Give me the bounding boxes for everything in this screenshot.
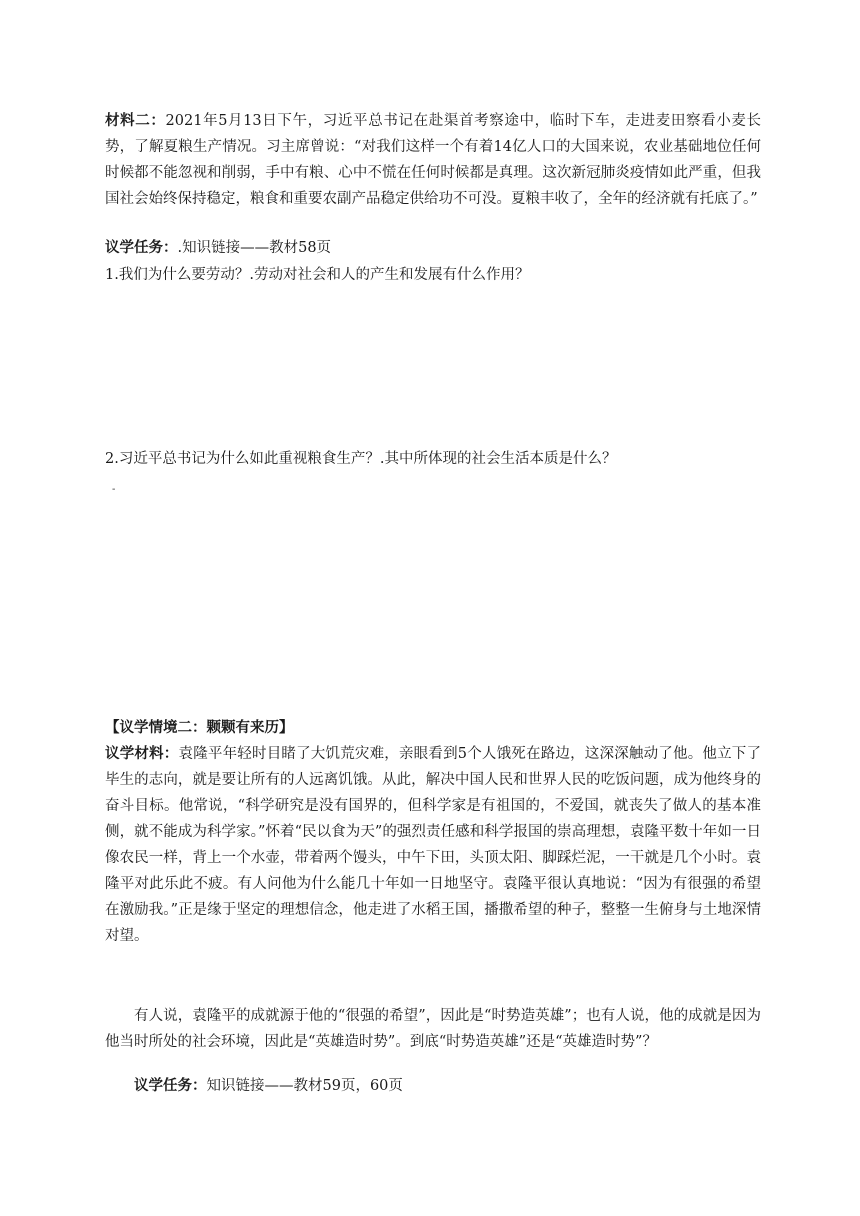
study-task-two-text: 知识链接——教材59页，60页	[206, 1078, 403, 1094]
study-task-one	[105, 235, 331, 261]
section-two-heading-text: 【议学情境二：颗颗有来历】	[105, 719, 294, 736]
question-two: 2.习近平总书记为什么如此重视粮食生产？.其中所体现的社会生活本质是什么？	[105, 451, 617, 467]
section-two-material-text: 袁隆平年轻时目睹了大饥荒灾难，亲眼看到5个人饿死在路边，这深深触动了他。他立下了毕生的志向，就是要让所有的人远离饥饿。从此，解决中国人民和世界人民的吃饭问题，成为他终身的奋斗目标。他常说，“科学研究是没有国界的，但科学家是有祖国的，不爱国，就丧失了做人的基本准侧，就不能成为科学家。”怀着“民以食为天”的强烈责任感和科学报国的崇高理想，袁隆平数十年如一日像农民一样，背上一个水壶，带着两个馒头，中午下田，头顶太阳、脚踩烂泥，一干就是几个小时。袁隆平对此乐此不疲。有人问他为什么能几十年如一日地坚守。袁隆平很认真地说：“因为有很强的希望在激励我。”正是缘于坚定的理想信念，他走进了水稻王国，播撒希望的种子，整整一生俯身与土地深情对望。	[105, 746, 761, 944]
study-task-one-label: 议学任务：	[105, 239, 178, 256]
study-task-two	[134, 1073, 403, 1099]
material-two-paragraph	[105, 108, 761, 212]
section-two-debate-paragraph: 有人说，袁隆平的成就源于他的“很强的希望”，因此是“时势造英雄”；也有人说，他的成就是因为他当时所处的社会环境，因此是“英雄造时势”。到底“时势造英雄”还是“英雄造时势”？	[105, 1008, 761, 1050]
material-two-text: 2021年5月13日下午，习近平总书记在赴渠首考察途中，临时下车，走进麦田察看小麦长势，了解夏粮生产情况。习主席曾说：“对我们这样一个有着14亿人口的大国来说，农业基础地位任何时候都不能忽视和削弱，手中有粮、心中不慌在任何时候都是真理。这次新冠肺炎疫情如此严重，但我国社会始终保持稳定，粮食和重要农副产品稳定供给功不可没。夏粮丰收了，全年的经济就有托底了。”	[105, 113, 761, 207]
study-task-one-text: .知识链接——教材58页	[177, 240, 332, 256]
section-two-heading	[105, 715, 294, 741]
section-two-material-label: 议学材料：	[105, 745, 179, 762]
study-task-two-label: 议学任务：	[134, 1077, 207, 1094]
stray-mark: -	[112, 484, 116, 495]
section-two-material	[105, 741, 761, 949]
material-two-label: 材料二：	[105, 112, 166, 129]
question-one: 1.我们为什么要劳动？.劳动对社会和人的产生和发展有什么作用？	[105, 267, 530, 283]
